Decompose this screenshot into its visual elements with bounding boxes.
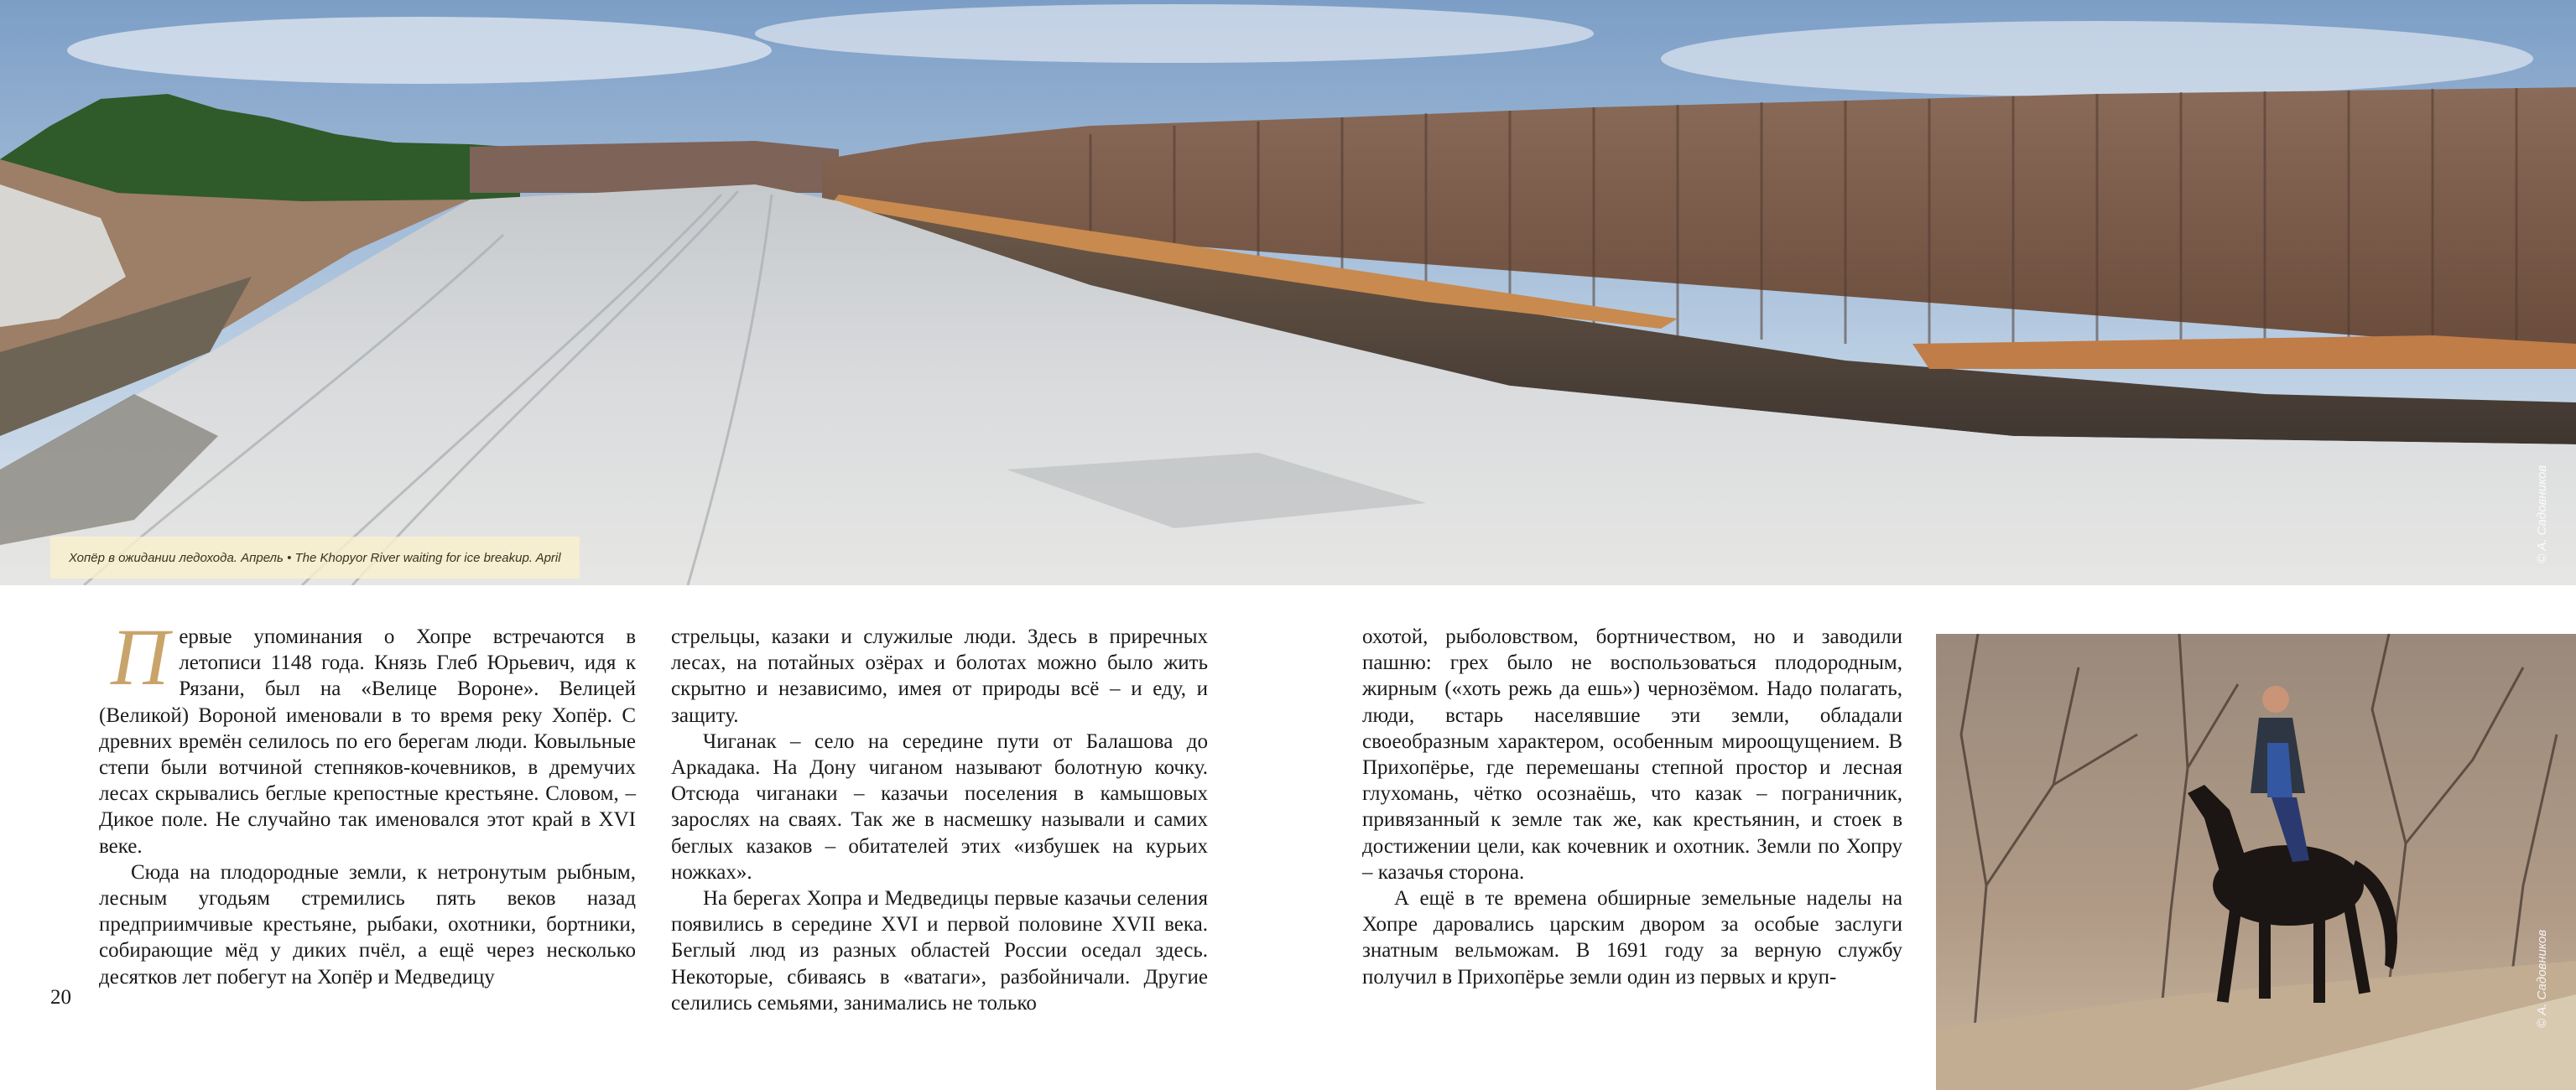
- paragraph: А ещё в те времена обширные земельные наделы на Хопре даровались царским двором за особые заслуги знатным вельможам. В 1691 году за верную службу получил в Прихопёрье земли один из первых и круп-: [1362, 887, 1902, 989]
- paragraph: На берегах Хопра и Медведицы первые казачьи селения появились в середине XVI и первой половине XVII века. Беглый люд из разных областей России оседал здесь. Некоторые, сбиваясь в «ватаги», разбойничали. Другие селились семьями, занимались не только: [671, 887, 1208, 1015]
- drop-cap: П: [111, 612, 169, 702]
- rider-photo: [1936, 634, 2576, 1090]
- horse-rider-image: [1936, 634, 2576, 1090]
- paragraph: Чиганак – село на середине пути от Балашова до Аркадака. На Дону чиганом называют болотную кочку. Отсюда чиганаки – казачьи поселения в камышовых зарослях на сваях. Так же в насмешку называли и самих беглых казаков – обитателей этих «избушек на курьих ножках».: [671, 729, 1208, 884]
- paragraph: охотой, рыболовством, бортничеством, но и заводили пашню: грех было не воспользоваться плодородным, жирным («хоть режь да ешь») чернозёмом. Надо полагать, люди, встарь населявшие эти земли, обладали своеобразным характером, особенным мироощущением. В Прихопёрье, где перемешаны степной простор и лесная глухомань, чётко осознаёшь, что казак – пограничник, привязанный к земле так же, как крестьянин, и стоек в достижении цели, как кочевник и охотник. Земли по Хопру – казачья сторона.: [1362, 625, 1902, 884]
- paragraph: стрельцы, казаки и служилые люди. Здесь в приречных лесах, на потайных озёрах и болотах можно было жить скрытно и независимо, имея от природы всё – и еду, и защиту.: [671, 625, 1208, 727]
- photo-caption: Хопёр в ожидании ледохода. Апрель • The Khopyor River waiting for ice breakup. April: [50, 537, 580, 579]
- paragraph: Сюда на плодородные земли, к нетронутым рыбным, лесным угодьям стремились пять веков назад предприимчивые крестьяне, рыбаки, охотники, бортники, собирающие мёд у диких пчёл, а ещё через несколько десятков лет побегут на Хопёр и Медведицу: [99, 860, 636, 989]
- article-column-1: [99, 612, 636, 990]
- article-column-3: [1362, 624, 1902, 990]
- photo-credit: © А. Садовников: [2535, 929, 2549, 1028]
- paragraph: ервые упоминания о Хопре встречаются в летописи 1148 года. Князь Глеб Юрьевич, идя к Рязани, был на «Велице Вороне». Велицей (Великой) Вороной именовали в то время реку Хопёр. С древних времён селилось по его берегам люди. Ковыльные степи были вотчиной степняков-кочевников, в дремучих лесах скрывались беглые крепостные крестьяне. Словом, – Дикое поле. Не случайно так именовался этот край в XVI веке.: [99, 625, 636, 858]
- article-column-2: [671, 624, 1208, 1016]
- page-number: 20: [50, 986, 71, 1009]
- photo-credit: © А. Садовников: [2535, 465, 2549, 563]
